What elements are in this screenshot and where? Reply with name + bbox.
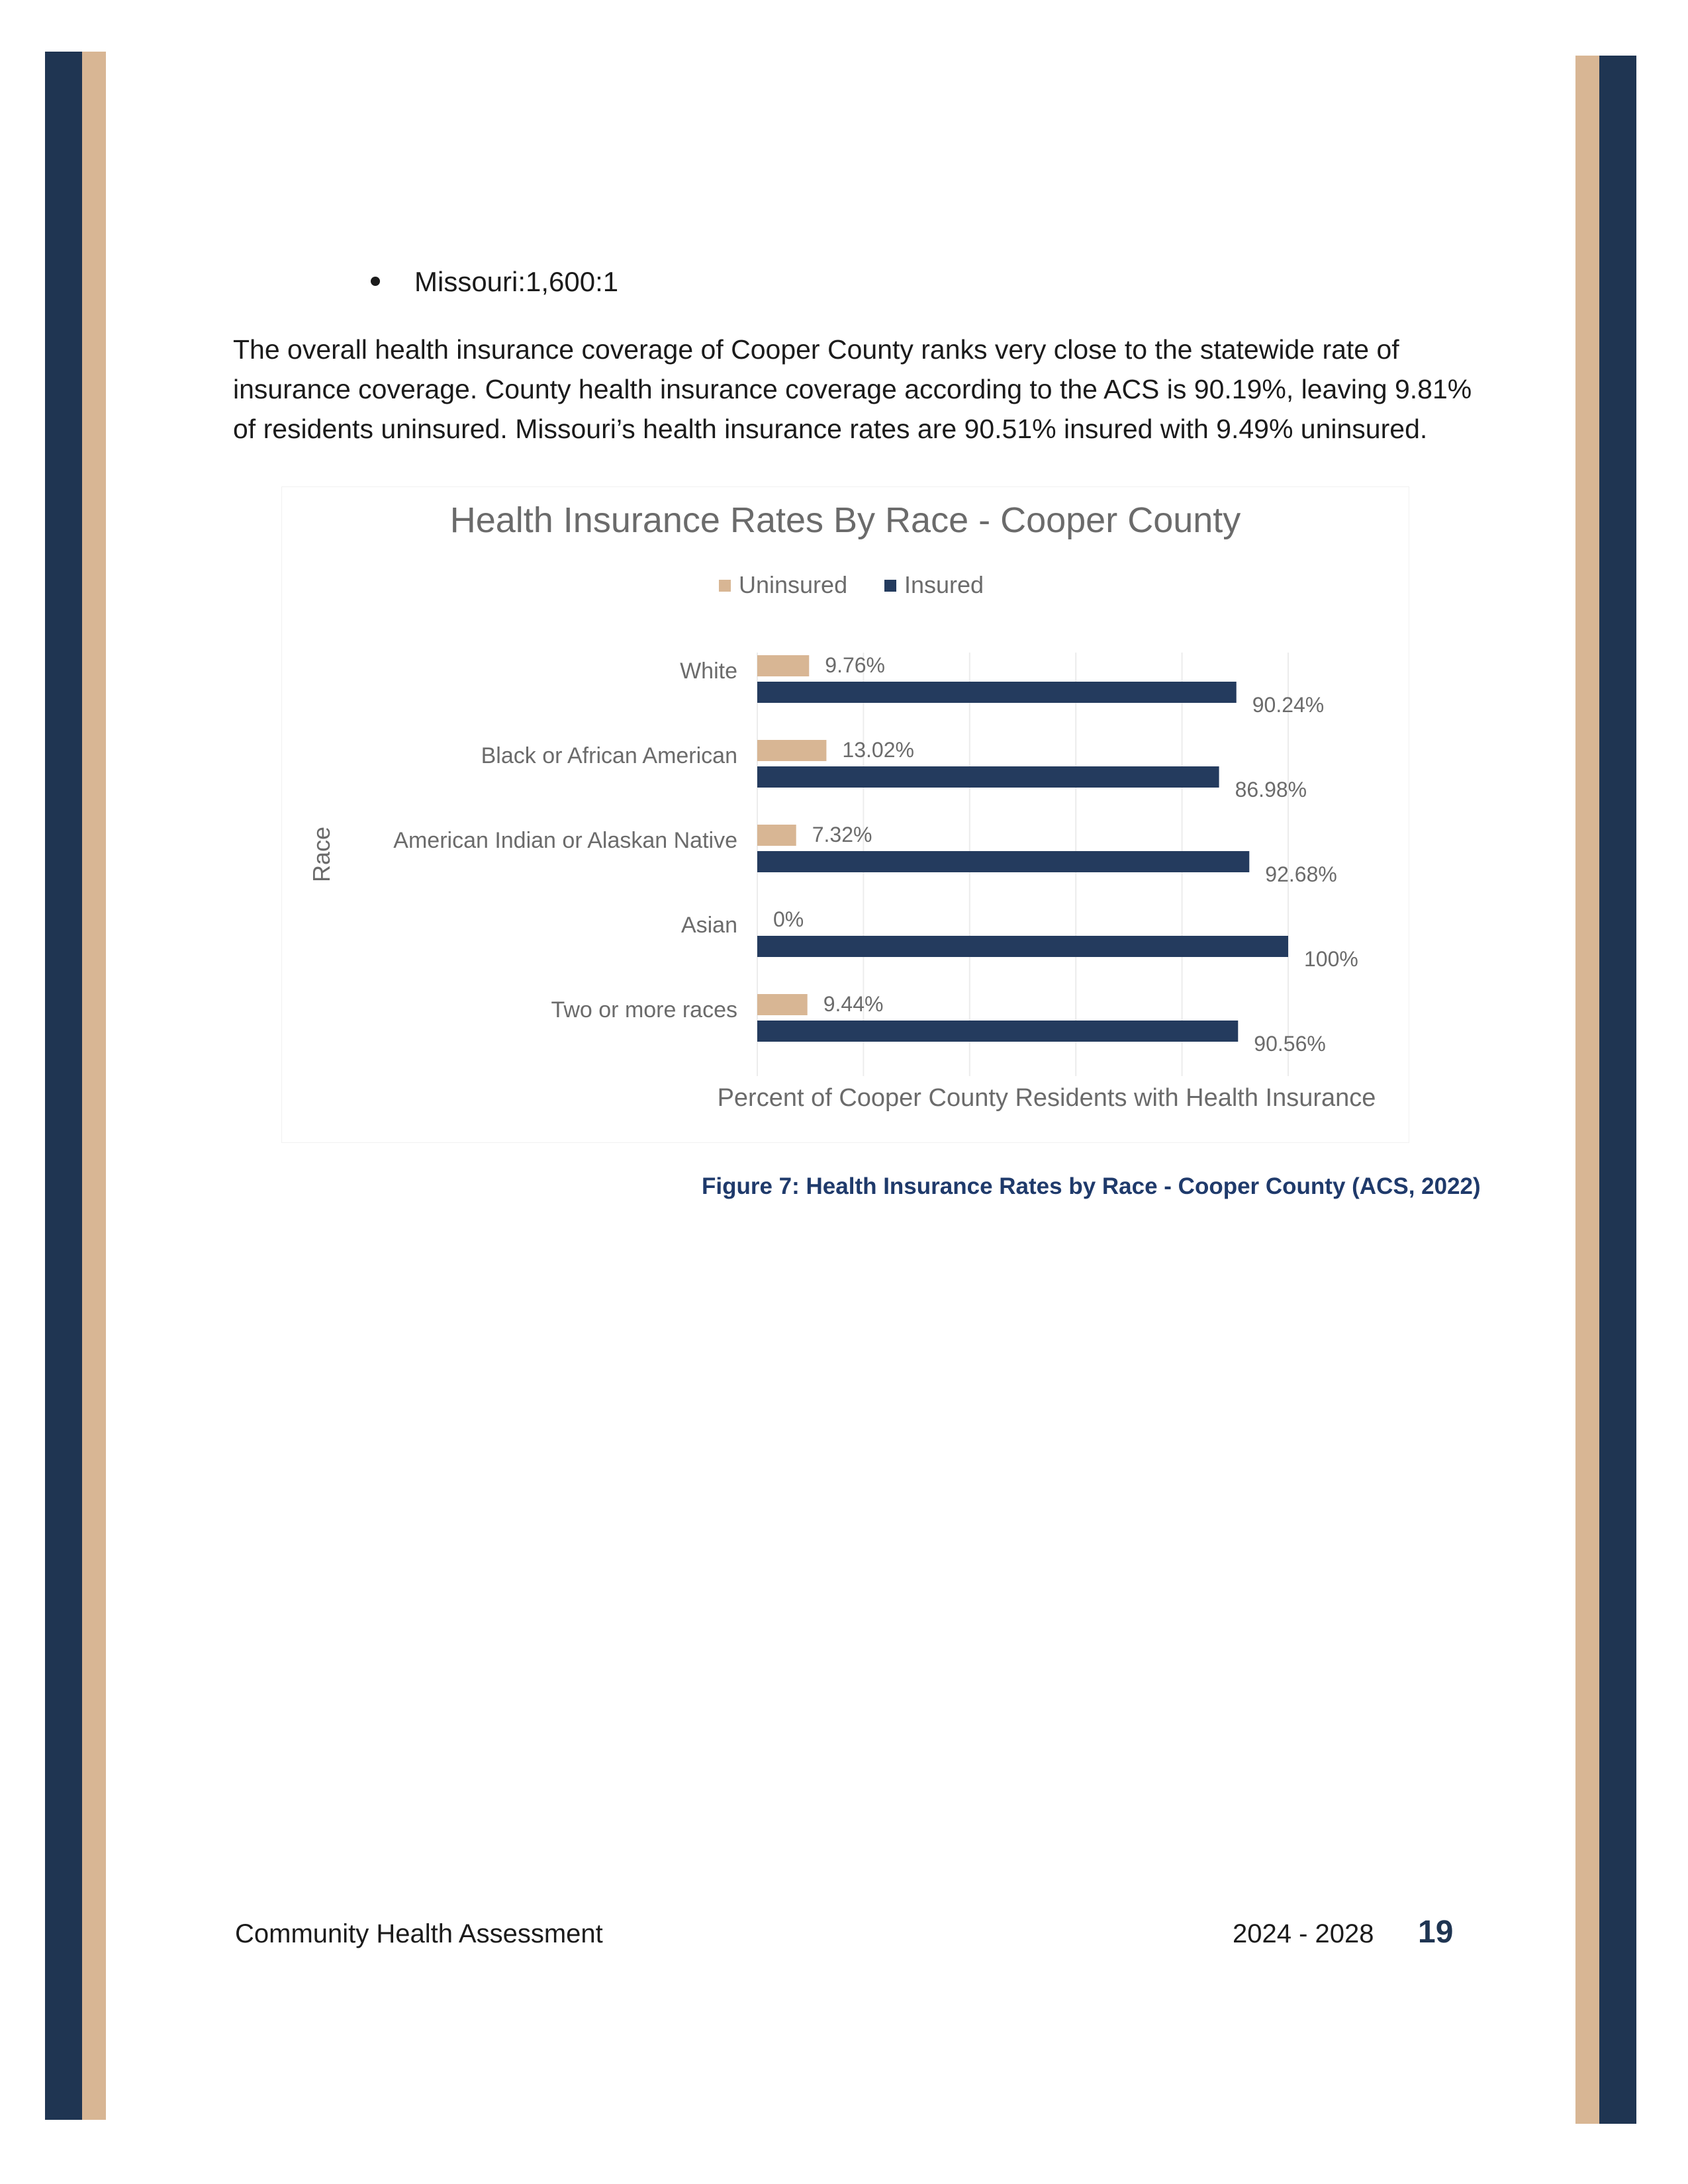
data-label-insured: 100%: [1304, 947, 1358, 971]
bar-insured: [757, 766, 1219, 788]
bar-uninsured: [757, 994, 808, 1015]
y-axis-label: Race: [308, 826, 335, 883]
bar-insured: [757, 1021, 1238, 1042]
legend-label-insured: Insured: [904, 571, 984, 598]
data-label-uninsured: 13.02%: [842, 738, 914, 762]
paragraph-line: The overall health insurance coverage of Cooper County ranks very close to the statewide rate of: [233, 334, 1399, 365]
paragraph-line: insurance coverage. County health insurance coverage according to the ACS is 90.19%, leaving 9.81%: [233, 374, 1472, 404]
chart-title: Health Insurance Rates By Race - Cooper County: [449, 500, 1241, 540]
bar-insured: [757, 851, 1249, 872]
bullet-text: Missouri:1,600:1: [414, 266, 619, 297]
figure-caption: Figure 7: Health Insurance Rates by Race - Cooper County (ACS, 2022): [702, 1173, 1481, 1199]
paragraph-line: of residents uninsured. Missouri’s health insurance rates are 90.51% insured with 9.49% uninsured.: [233, 414, 1428, 444]
left-tan-stripe: [82, 52, 106, 2120]
data-label-uninsured: 7.32%: [812, 823, 872, 846]
category-label: Asian: [680, 913, 737, 938]
right-navy-stripe: [1599, 56, 1636, 2124]
legend-swatch-uninsured: [719, 580, 731, 592]
bar-uninsured: [757, 825, 796, 846]
bar-insured: [757, 936, 1288, 957]
body-paragraph: [233, 330, 1477, 449]
footer-title: Community Health Assessment: [235, 1919, 603, 1948]
chart-container: [281, 486, 1409, 1143]
category-label: White: [680, 659, 737, 684]
category-label: Two or more races: [551, 997, 737, 1023]
page-number: 19: [1418, 1915, 1454, 1950]
bar-chart: [282, 487, 1409, 1142]
legend-label-uninsured: Uninsured: [739, 571, 848, 598]
data-label-insured: 86.98%: [1235, 778, 1307, 801]
bullet-dot-icon: [371, 277, 380, 286]
x-axis-label: Percent of Cooper County Residents with Health Insurance: [717, 1084, 1376, 1112]
bar-uninsured: [757, 655, 809, 676]
left-navy-stripe: [45, 52, 82, 2120]
category-label: American Indian or Alaskan Native: [393, 828, 737, 853]
legend-swatch-insured: [884, 580, 896, 592]
right-tan-stripe: [1575, 56, 1599, 2124]
footer-years: 2024 - 2028: [1233, 1919, 1374, 1948]
data-label-insured: 90.56%: [1254, 1032, 1326, 1056]
data-label-uninsured: 9.76%: [825, 653, 886, 677]
category-label: Black or African American: [481, 743, 737, 768]
bar-uninsured: [757, 740, 826, 761]
bullet-item: [371, 266, 618, 298]
data-label-uninsured: 9.44%: [823, 992, 884, 1016]
data-label-insured: 90.24%: [1252, 693, 1325, 717]
bar-insured: [757, 682, 1237, 703]
data-label-insured: 92.68%: [1265, 862, 1337, 886]
data-label-uninsured: 0%: [773, 907, 804, 931]
